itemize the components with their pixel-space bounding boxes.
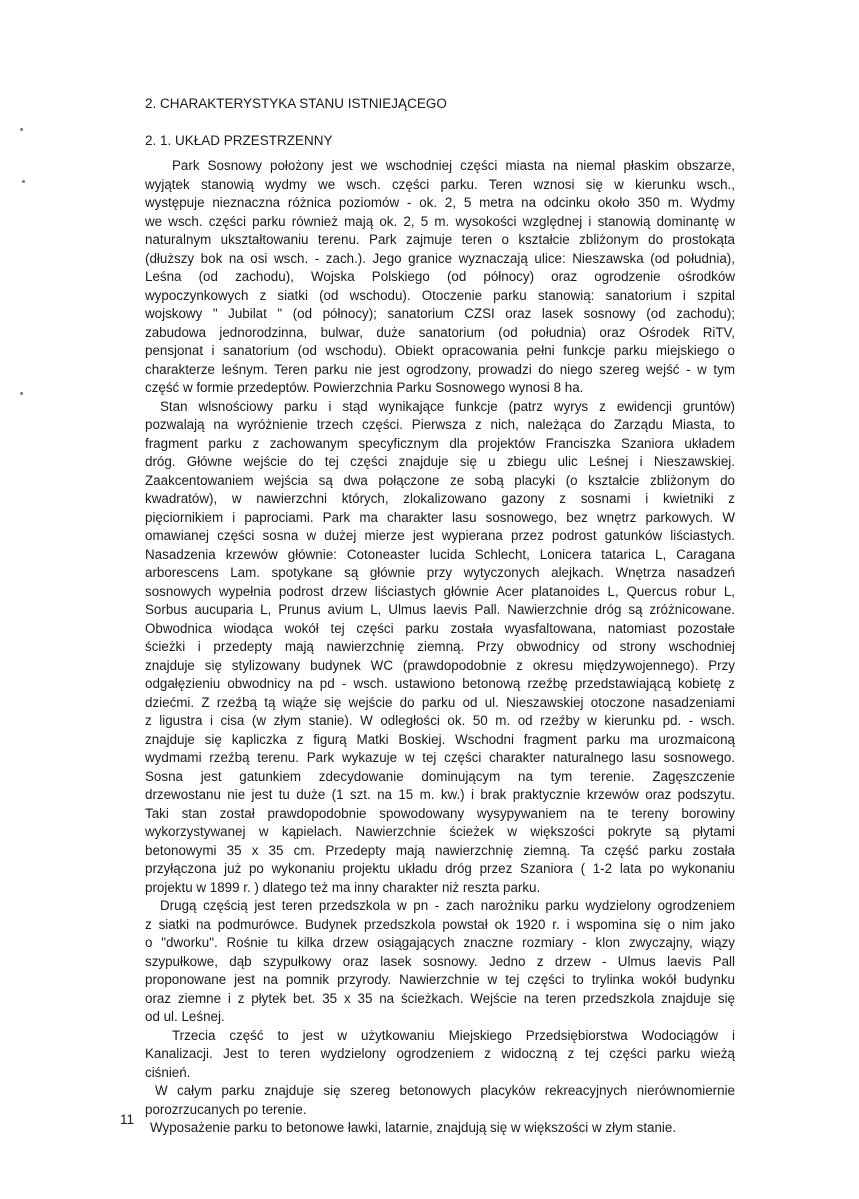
scan-speck [20,392,23,395]
text-line: proponowane jest na pomnik przyrody. Nawierzchnie w tej części to trylinka wokół budynku [145,972,735,987]
text-line: pięciornikiem i paprociami. Park ma charakter lasu sosnowego, bez wnętrz parkowych. W [145,509,735,525]
text-line: kwadratów), w nawierzchni których, zlokalizowano gazony z sosnami i kwietniki z [145,491,735,506]
text-line: (dłuższy bok na osi wsch. - zach.). Jego granice wyznaczają ulice: Nieszawska (od południa), [145,250,735,266]
text-line: fragment parku z zachowanym specyficznym dla projektów Franciszka Szaniora układem [145,435,735,451]
text-line: Sorbus aucuparia L, Prunus avium L, Ulmus laevis Pall. Nawierzchnie dróg są zróżnicowane. [145,602,735,617]
text-line: omawianej części sosna w dużej mierze jest wypierana przez podrost gatunków liściastych. [145,528,735,543]
text-line: występuje nieznaczna różnica poziomów - ok. 2, 5 metra na odcinku około 350 m. Wydmy [145,195,735,210]
text-line: dziećmi. Z rzeźbą tą wiąże się wejście do parku od ul. Nieszawskiej otoczone nasadzeniami [145,694,735,710]
page-number: 11 [120,1112,135,1127]
text-line: oraz ziemne i z płytek bet. 35 x 35 na ścieżkach. Wejście na teren przedszkola znajduje się [145,990,735,1006]
paragraph [145,1027,735,1083]
text-line: Leśna (od zachodu), Wojska Polskiego (od północy) oraz ogrodzenie ośrodków [145,269,735,284]
text-line: Drugą częścią jest teren przedszkola w pn - zach narożniku parku wydzielony ogrodzeniem [160,898,735,913]
text-line: z ligustra i cisa (w złym stanie). W odległości ok. 50 m. od rzeźby w kierunku pd. - wsch. [145,713,735,728]
text-line: Sosna jest gatunkiem zdecydowanie dominującym na tym terenie. Zagęszczenie [145,768,735,784]
text-line: o "dworku". Rośnie tu kilka drzew osiągających znaczne rozmiary - klon zwyczajny, wiązy [145,935,735,950]
text-line: W całym parku znajduje się szereg betonowych placyków rekreacyjnych nierównomiernie [155,1083,735,1098]
text-line: porozrzucanych po terenie. [145,1101,307,1117]
text-line: część w formie przedeptów. Powierzchnia Parku Sosnowego wynosi 8 ha. [145,380,584,395]
paragraph [145,157,735,398]
section-heading: 2. CHARAKTERYSTYKA STANU ISTNIEJĄCEGO [145,96,447,111]
paragraph [145,1119,735,1138]
text-line: Kanalizacji. Jest to teren wydzielony ogrodzeniem z widoczną z tej części parku wieżą [145,1046,735,1061]
text-line: projektu w 1899 r. ) dlatego też ma inny charakter niż reszta parku. [145,879,541,895]
text-line: wydmami rzeźbą terenu. Park wykazuje w tej części charakter naturalnego lasu sosnowego. [145,750,735,765]
text-line: znajduje się stylizowany budynek WC (prawdopodobnie z okresu międzywojennego). Przy [145,657,735,673]
text-line: wypoczynkowych z siatki (od wschodu). Otoczenie parku stanowią: sanatorium i szpital [145,287,735,303]
text-line: Trzecia część to jest w użytkowaniu Miejskiego Przedsiębiorstwa Wodociągów i [172,1027,735,1043]
text-line: Wyposażenie parku to betonowe ławki, latarnie, znajdują się w większości w złym stanie. [150,1120,677,1135]
scan-speck [20,128,23,131]
text-line: wyjątek stanowią wydmy we wsch. części parku. Teren wznosi się w kierunku wsch., [145,176,735,192]
text-line: Obwodnica wiodąca wokół tej części parku została wyasfaltowana, natomiast pozostałe [145,620,735,636]
text-line: znajduje się kapliczka z figurą Matki Boskiej. Wschodni fragment parku ma urozmaiconą [145,731,735,747]
text-line: zabudowa jednorodzinna, bulwar, duże sanatorium (od południa) oraz Ośrodek RiTV, [145,324,735,340]
text-line: pensjonat i sanatorium (od wschodu). Obiekt opracowania pełni funkcje parku miejskiego o [145,343,735,358]
text-line: Nasadzenia krzewów głównie: Cotoneaster lucida Schlecht, Lonicera tatarica L, Caragana [145,546,735,562]
text-line: we wsch. części parku również mają ok. 2, 5 m. wysokości względnej i stanowią dominantę w [145,213,735,229]
text-line: dróg. Główne wejście do tej części znajduje się u zbiegu ulic Leśnej i Nieszawskiej. [145,454,735,469]
scan-speck [22,180,25,183]
text-line: z siatki na podmurówce. Budynek przedszkola powstał ok 1920 r. i wspomina się o nim jako [145,916,735,932]
text-line: sosnowych wypełnia podrost drzew liściastych głównie Acer platanoides L, Quercus robur L, [145,583,735,599]
paragraph [145,398,735,898]
text-line: arborescens Lam. spotykane są głównie przy wytyczonych alejkach. Wnętrza nasadzeń [145,565,735,580]
text-line: szypułkowe, dąb szypułkowy oraz lasek sosnowy. Jedno z drzew - Ulmus laevis Pall [145,953,735,969]
text-line: Stan wlsnościowy parku i stąd wynikające funkcje (patrz wyrys z ewidencji gruntów) [160,398,735,414]
text-line: od ul. Leśnej. [145,1009,225,1024]
text-line: Zaakcentowaniem wejścia są dwa połączone ze sobą placyki (o kształcie zbliżonym do [145,472,735,488]
text-line: wykorzystywanej w kąpielach. Nawierzchnie ścieżek w większości pokryte są płytami [145,824,735,839]
text-line: ciśnień. [145,1064,191,1080]
text-line: przyłączona już po wykonaniu projektu układu dróg przez Szaniora ( 1-2 lata po wykonaniu [145,861,735,876]
paragraph [145,1082,735,1119]
text-line: ścieżki i przedepty mają nawierzchnię ziemną. Przy obwodnicy od strony wschodniej [145,639,735,654]
text-line: Taki stan został prawdopodobnie spowodowany wysypywaniem na te tereny borowiny [145,805,735,821]
text-line: pozwalają na wyróżnienie trzech części. Pierwsza z nich, należąca do Zarządu Miasta, to [145,417,735,432]
document-body [145,157,735,1138]
text-line: naturalnym ukształtowaniu terenu. Park zajmuje teren o kształcie zbliżonym do prostokąta [145,232,735,247]
text-line: betonowymi 35 x 35 cm. Przedepty mają nawierzchnię ziemną. Ta część parku została [145,842,735,858]
paragraph [145,897,735,1027]
text-line: Park Sosnowy położony jest we wschodniej części miasta na niemal płaskim obszarze, [172,158,735,173]
subsection-heading: 2. 1. UKŁAD PRZESTRZENNY [145,133,333,148]
text-line: wojskowy " Jubilat " (od północy); sanatorium CZSI oraz lasek sosnowy (od zachodu); [145,306,735,321]
text-line: drzewostanu nie jest tu duże (1 szt. na 15 m. kw.) i brak praktycznie krzewów oraz podszytu. [145,787,735,802]
text-line: charakterze leśnym. Teren parku nie jest ogrodzony, prowadzi do niego szereg wejść - w tym [145,361,735,377]
text-line: odgałęzieniu obwodnicy na pd - wsch. ustawiono betonową rzeźbę przedstawiającą kobietę z [145,676,735,691]
